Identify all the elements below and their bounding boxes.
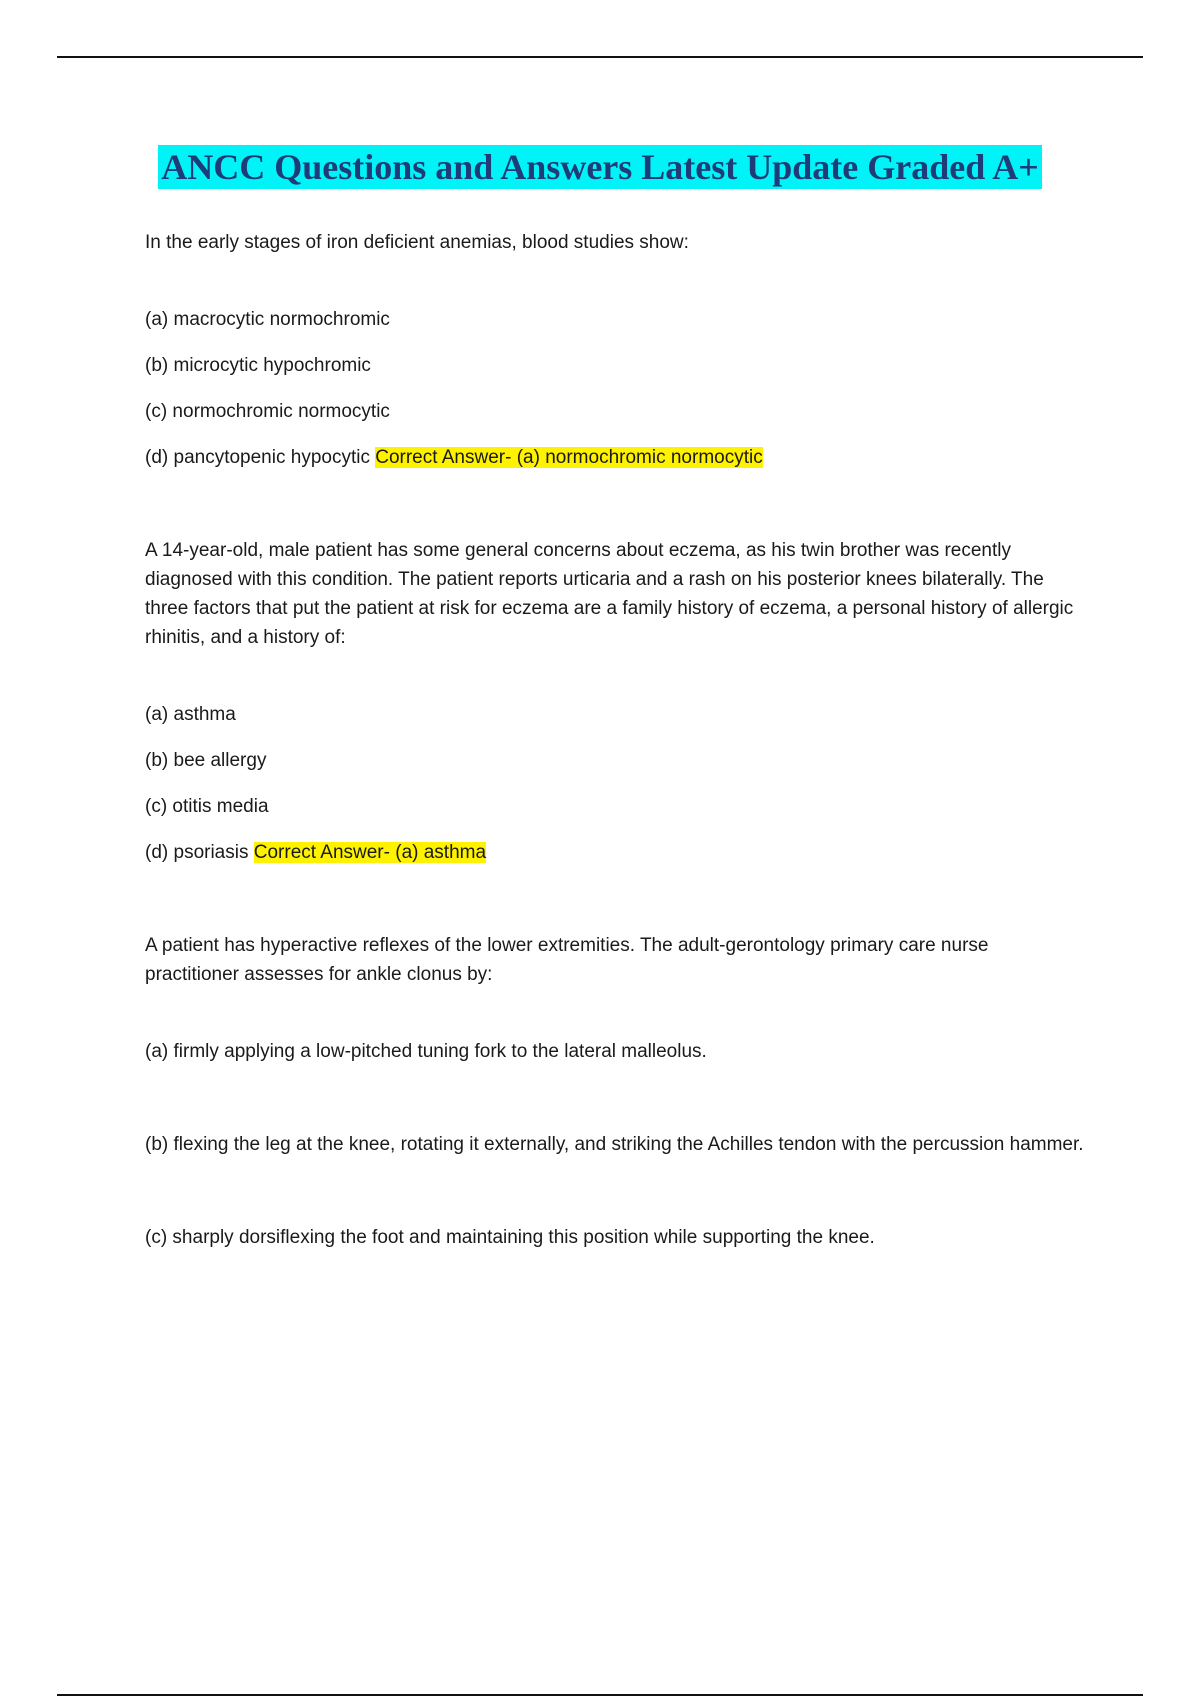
- option-c: (c) sharply dorsiflexing the foot and maintaining this position while supporting the knee.: [145, 1227, 875, 1248]
- option-b: (b) flexing the leg at the knee, rotating it externally, and striking the Achilles tendon with the percussion hammer.: [145, 1134, 1084, 1155]
- question-block-2: [145, 536, 1085, 867]
- option-a: (a) macrocytic normochromic: [145, 309, 390, 330]
- option-c: (c) otitis media: [145, 796, 269, 817]
- title-container: [0, 145, 1200, 189]
- question-block-1: [145, 228, 1085, 472]
- option-b: (b) bee allergy: [145, 750, 267, 771]
- top-horizontal-rule: [57, 56, 1143, 58]
- correct-answer: Correct Answer- (a) normochromic normocytic: [375, 447, 763, 468]
- question-stem: A 14-year-old, male patient has some general concerns about eczema, as his twin brother was recently diagnosed with this condition. The patient reports urticaria and a rash on his posterior knees bilaterally. The three factors that put the patient at risk for eczema are a family history of eczema, a personal history of allergic rhinitis, and a history of:: [145, 540, 1074, 648]
- option-c: (c) normochromic normocytic: [145, 401, 390, 422]
- correct-answer: Correct Answer- (a) asthma: [253, 842, 487, 863]
- document-title: ANCC Questions and Answers Latest Update Graded A+: [158, 145, 1042, 189]
- question-block-3: [145, 931, 1085, 1252]
- option-d-with-answer: [145, 443, 1085, 472]
- option-d: (d) psoriasis: [145, 842, 249, 863]
- question-stem: A patient has hyperactive reflexes of the lower extremities. The adult-gerontology primary care nurse practitioner assesses for ankle clonus by:: [145, 935, 989, 985]
- bottom-horizontal-rule: [57, 1694, 1143, 1696]
- option-d: (d) pancytopenic hypocytic: [145, 447, 370, 468]
- question-stem: In the early stages of iron deficient anemias, blood studies show:: [145, 232, 689, 253]
- option-d-with-answer: [145, 838, 1085, 867]
- document-body: [145, 228, 1085, 1269]
- option-b: (b) microcytic hypochromic: [145, 355, 371, 376]
- option-a: (a) firmly applying a low-pitched tuning fork to the lateral malleolus.: [145, 1041, 707, 1062]
- option-a: (a) asthma: [145, 704, 236, 725]
